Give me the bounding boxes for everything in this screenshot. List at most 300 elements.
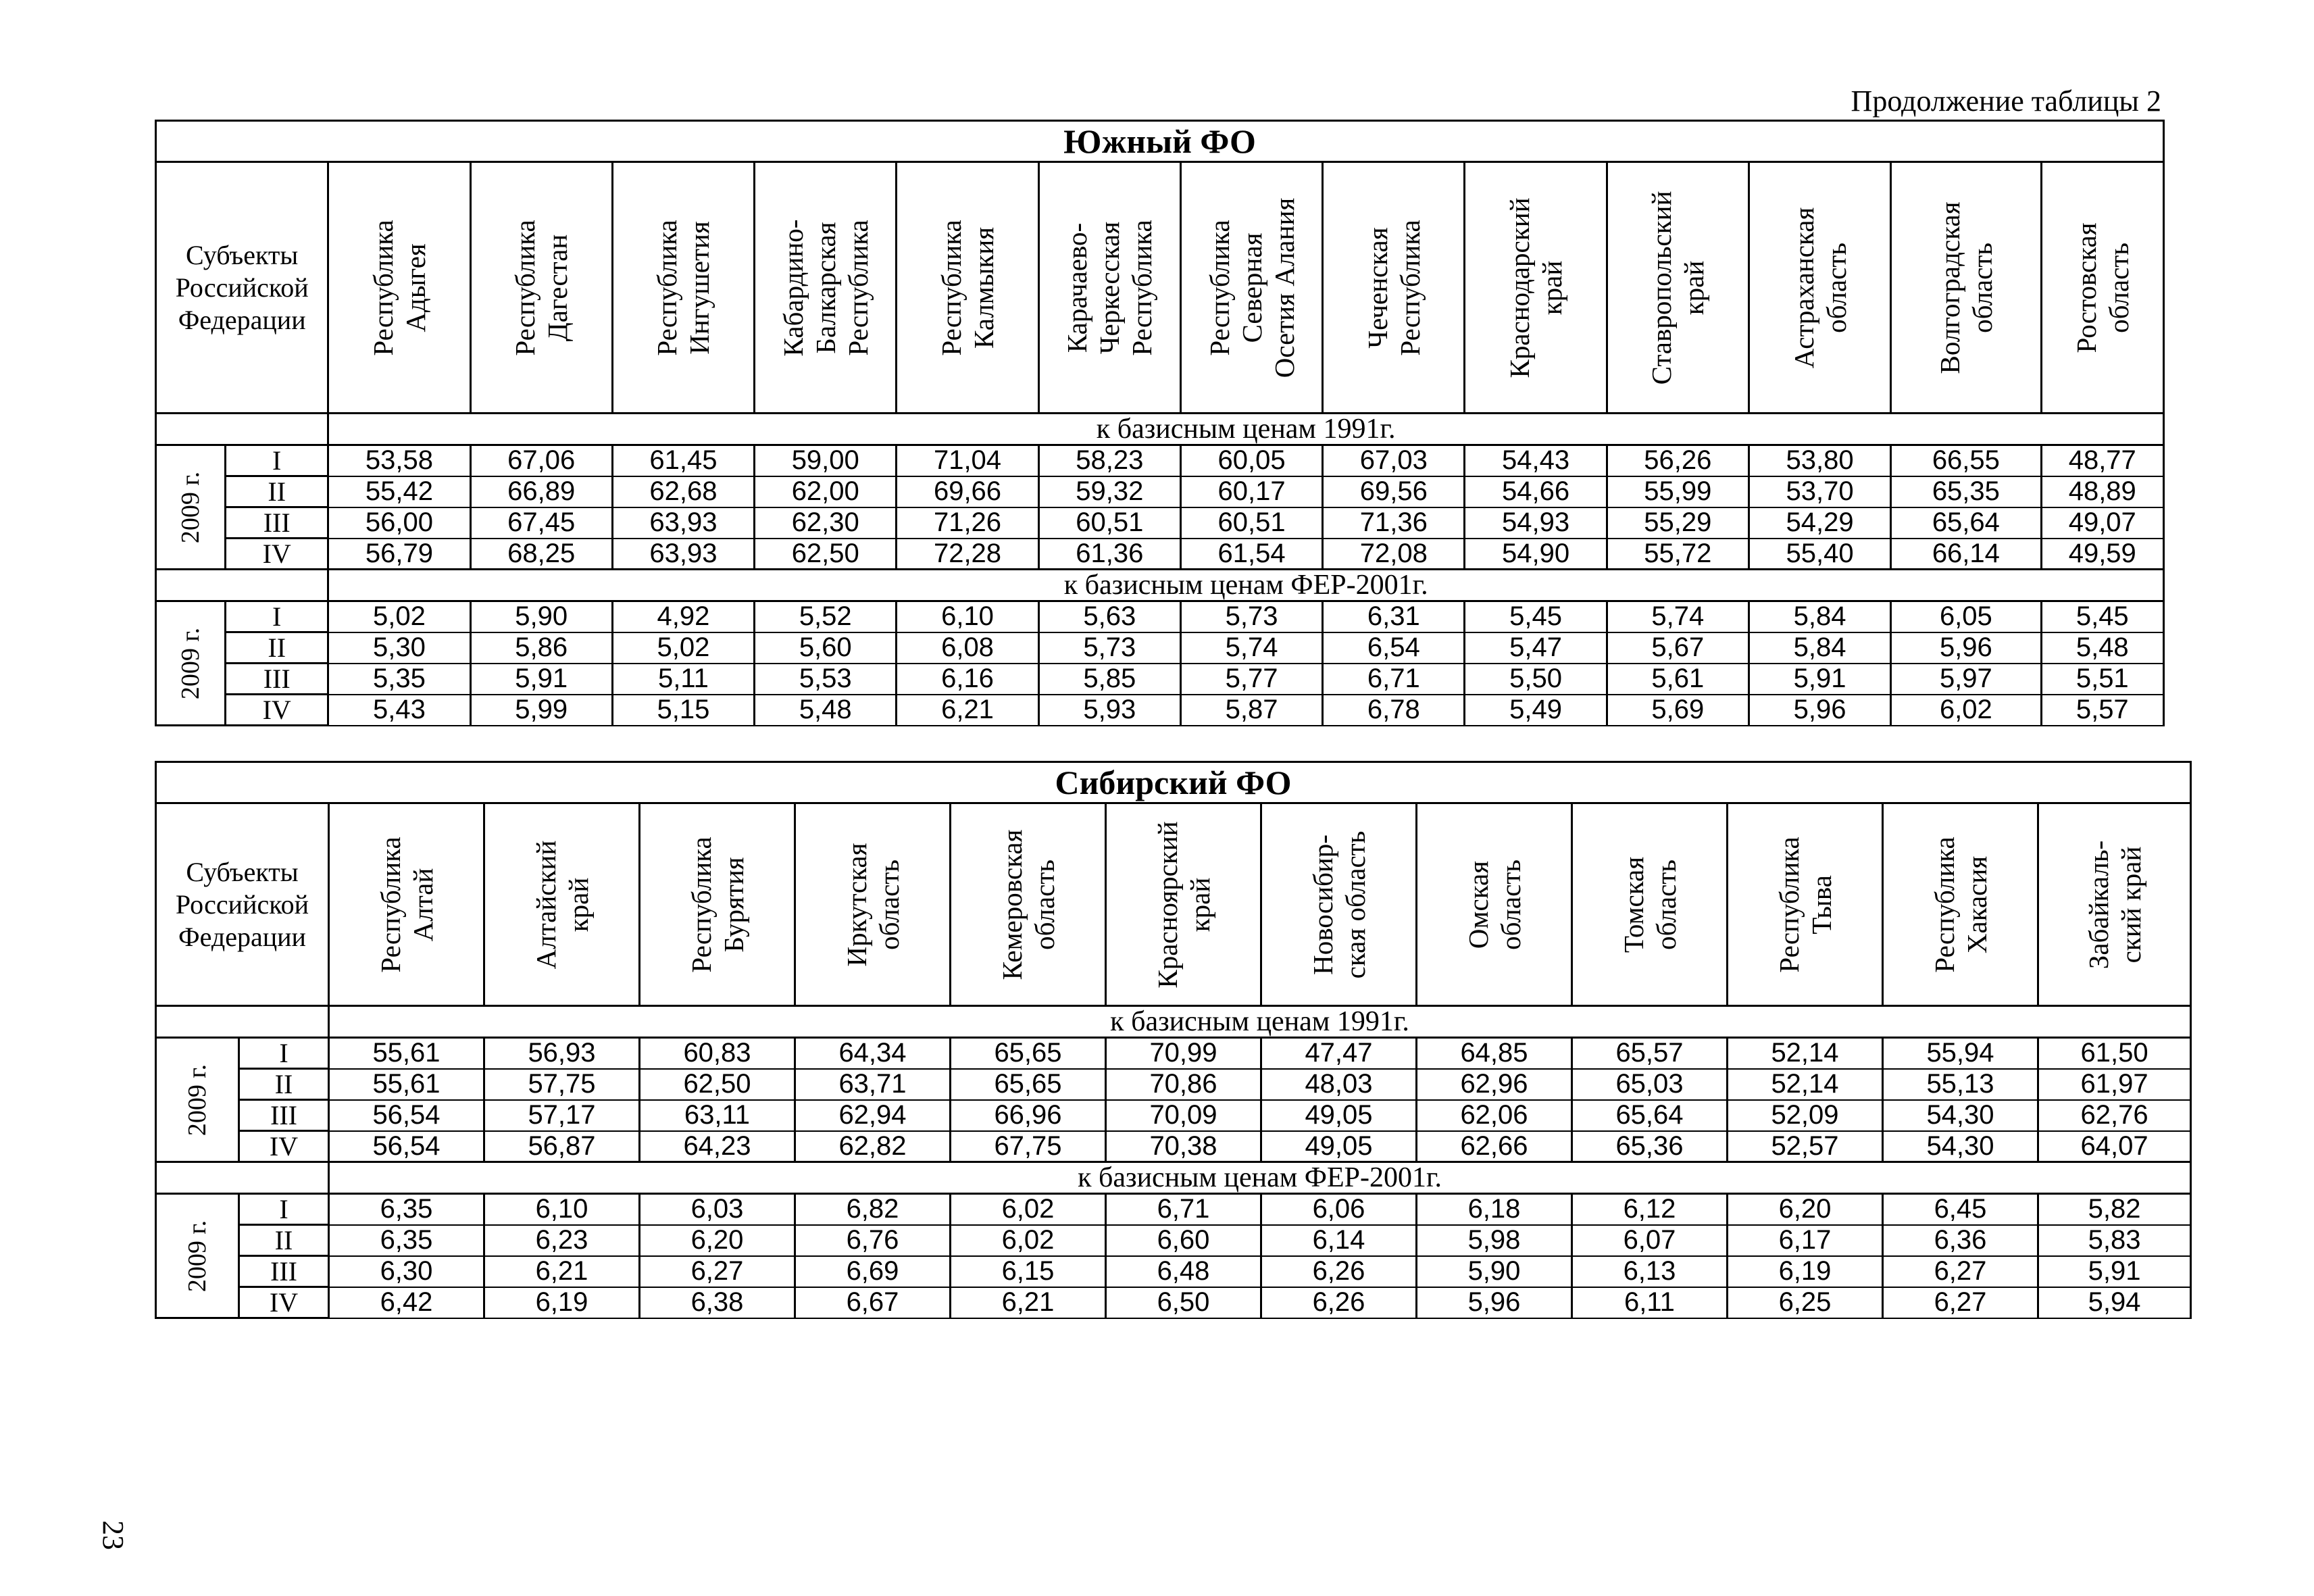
region-column-header	[795, 803, 951, 1006]
value-cell: 60,17	[1180, 476, 1322, 507]
value-cell: 5,99	[470, 695, 612, 726]
year-cell	[156, 1038, 239, 1162]
value-cell: 72,28	[897, 539, 1038, 570]
value-cell: 65,36	[1572, 1131, 1728, 1162]
value-cell: 67,03	[1323, 445, 1465, 476]
value-cell: 70,99	[1106, 1038, 1261, 1069]
value-cell: 63,93	[612, 539, 754, 570]
value-cell: 6,13	[1572, 1256, 1728, 1287]
quarter-label: III	[226, 507, 328, 539]
value-cell: 65,65	[951, 1069, 1106, 1100]
value-cell: 6,07	[1572, 1225, 1728, 1256]
value-cell: 5,91	[2038, 1256, 2191, 1287]
value-cell: 55,72	[1607, 539, 1749, 570]
value-cell: 6,23	[484, 1225, 640, 1256]
value-cell: 5,02	[612, 632, 754, 664]
region-name: Омская область	[1462, 859, 1526, 950]
value-cell: 66,55	[1891, 445, 2041, 476]
subjects-header-label: Субъекты Российской Федерации	[175, 239, 309, 335]
value-cell: 5,47	[1465, 632, 1607, 664]
table-row	[156, 1038, 2191, 1069]
region-column-header	[1180, 162, 1322, 414]
value-cell: 5,93	[1038, 695, 1180, 726]
value-cell: 59,32	[1038, 476, 1180, 507]
value-cell: 6,54	[1323, 632, 1465, 664]
value-cell: 62,06	[1417, 1100, 1572, 1131]
region-column-header	[1572, 803, 1728, 1006]
value-cell: 55,29	[1607, 507, 1749, 539]
value-cell: 61,36	[1038, 539, 1180, 570]
region-column-header	[951, 803, 1106, 1006]
value-cell: 5,83	[2038, 1225, 2191, 1256]
quarter-label: IV	[239, 1287, 329, 1318]
value-cell: 66,96	[951, 1100, 1106, 1131]
value-cell: 72,08	[1323, 539, 1465, 570]
value-cell: 6,17	[1728, 1225, 1883, 1256]
value-cell: 63,71	[795, 1069, 951, 1100]
value-cell: 65,57	[1572, 1038, 1728, 1069]
quarter-label: IV	[239, 1131, 329, 1162]
region-name: Республика Северная Осетия Алания	[1203, 197, 1300, 378]
region-name: Алтайский край	[530, 840, 594, 969]
value-cell: 62,30	[755, 507, 897, 539]
value-cell: 6,35	[329, 1194, 484, 1225]
value-cell: 48,89	[2041, 476, 2163, 507]
region-name: Кабардино- Балкарская Республика	[777, 219, 874, 356]
value-cell: 49,05	[1261, 1131, 1417, 1162]
region-title-row	[156, 121, 2164, 162]
value-cell: 6,27	[640, 1256, 795, 1287]
value-cell: 5,74	[1180, 632, 1322, 664]
value-cell: 5,51	[2041, 664, 2163, 695]
value-cell: 63,11	[640, 1100, 795, 1131]
region-name: Ставропольский край	[1646, 191, 1710, 384]
value-cell: 5,84	[1749, 632, 1890, 664]
value-cell: 6,15	[951, 1256, 1106, 1287]
value-cell: 61,45	[612, 445, 754, 476]
value-cell: 65,03	[1572, 1069, 1728, 1100]
value-cell: 49,07	[2041, 507, 2163, 539]
region-title: Сибирский ФО	[156, 762, 2191, 803]
value-cell: 54,30	[1883, 1100, 2038, 1131]
region-column-header	[612, 162, 754, 414]
region-column-header	[470, 162, 612, 414]
value-cell: 6,14	[1261, 1225, 1417, 1256]
value-cell: 6,10	[897, 601, 1038, 632]
value-cell: 6,42	[329, 1287, 484, 1318]
year-cell	[156, 1194, 239, 1318]
region-name: Республика Дагестан	[509, 219, 574, 356]
region-name: Астраханская область	[1788, 207, 1852, 368]
value-cell: 55,13	[1883, 1069, 2038, 1100]
column-header-row	[156, 162, 2164, 414]
value-cell: 5,96	[1417, 1287, 1572, 1318]
value-cell: 54,30	[1883, 1131, 2038, 1162]
value-cell: 70,38	[1106, 1131, 1261, 1162]
value-cell: 5,84	[1749, 601, 1890, 632]
value-cell: 5,02	[328, 601, 470, 632]
value-cell: 56,54	[329, 1100, 484, 1131]
value-cell: 6,06	[1261, 1194, 1417, 1225]
value-cell: 6,19	[484, 1287, 640, 1318]
quarter-label: I	[239, 1038, 329, 1069]
region-name: Ростовская область	[2070, 222, 2134, 353]
value-cell: 5,45	[1465, 601, 1607, 632]
price-basis-label: к базисным ценам 1991г.	[328, 414, 2164, 445]
region-column-header	[2038, 803, 2191, 1006]
value-cell: 62,68	[612, 476, 754, 507]
region-column-header	[2041, 162, 2163, 414]
value-cell: 69,66	[897, 476, 1038, 507]
table-row	[156, 1194, 2191, 1225]
value-cell: 6,60	[1106, 1225, 1261, 1256]
value-cell: 6,71	[1106, 1194, 1261, 1225]
value-cell: 5,74	[1607, 601, 1749, 632]
value-cell: 60,51	[1180, 507, 1322, 539]
region-title: Южный ФО	[156, 121, 2164, 162]
value-cell: 6,48	[1106, 1256, 1261, 1287]
table-row	[156, 1069, 2191, 1100]
value-cell: 54,93	[1465, 507, 1607, 539]
region-column-header	[755, 162, 897, 414]
value-cell: 58,23	[1038, 445, 1180, 476]
value-cell: 6,45	[1883, 1194, 2038, 1225]
region-name: Чеченская Республика	[1361, 219, 1426, 356]
year-cell	[156, 601, 226, 726]
region-column-header	[1323, 162, 1465, 414]
subjects-header-label: Субъекты Российской Федерации	[175, 856, 309, 952]
region-name: Республика Тыва	[1773, 836, 1837, 973]
quarter-label: IV	[226, 539, 328, 570]
siberian-fd-table	[155, 761, 2192, 1319]
region-name: Волгоградская область	[1934, 201, 1998, 374]
value-cell: 68,25	[470, 539, 612, 570]
value-cell: 70,09	[1106, 1100, 1261, 1131]
value-cell: 6,69	[795, 1256, 951, 1287]
value-cell: 5,73	[1180, 601, 1322, 632]
value-cell: 47,47	[1261, 1038, 1417, 1069]
value-cell: 6,76	[795, 1225, 951, 1256]
value-cell: 52,14	[1728, 1069, 1883, 1100]
table-row	[156, 1100, 2191, 1131]
value-cell: 65,64	[1572, 1100, 1728, 1131]
price-basis-row	[156, 1006, 2191, 1038]
value-cell: 49,05	[1261, 1100, 1417, 1131]
value-cell: 55,61	[329, 1069, 484, 1100]
value-cell: 62,00	[755, 476, 897, 507]
value-cell: 62,76	[2038, 1100, 2191, 1131]
region-name: Томская область	[1617, 856, 1682, 953]
value-cell: 70,86	[1106, 1069, 1261, 1100]
value-cell: 67,45	[470, 507, 612, 539]
page-number: 23	[97, 1520, 130, 1550]
value-cell: 6,25	[1728, 1287, 1883, 1318]
quarter-label: III	[239, 1256, 329, 1287]
value-cell: 5,96	[1891, 632, 2041, 664]
value-cell: 49,59	[2041, 539, 2163, 570]
value-cell: 5,52	[755, 601, 897, 632]
value-cell: 57,17	[484, 1100, 640, 1131]
table-row	[156, 476, 2164, 507]
subjects-header	[156, 162, 328, 414]
table-row	[156, 601, 2164, 632]
table-row	[156, 1225, 2191, 1256]
value-cell: 53,70	[1749, 476, 1890, 507]
table-row	[156, 695, 2164, 726]
value-cell: 5,63	[1038, 601, 1180, 632]
value-cell: 5,67	[1607, 632, 1749, 664]
value-cell: 5,85	[1038, 664, 1180, 695]
value-cell: 5,53	[755, 664, 897, 695]
value-cell: 61,50	[2038, 1038, 2191, 1069]
value-cell: 5,50	[1465, 664, 1607, 695]
price-basis-label: к базисным ценам ФЕР-2001г.	[329, 1162, 2191, 1194]
value-cell: 55,61	[329, 1038, 484, 1069]
value-cell: 67,06	[470, 445, 612, 476]
value-cell: 5,30	[328, 632, 470, 664]
value-cell: 62,50	[755, 539, 897, 570]
value-cell: 6,21	[484, 1256, 640, 1287]
value-cell: 65,65	[951, 1038, 1106, 1069]
region-column-header	[1417, 803, 1572, 1006]
region-name: Республика Бурятия	[685, 836, 749, 973]
value-cell: 6,26	[1261, 1256, 1417, 1287]
value-cell: 6,26	[1261, 1287, 1417, 1318]
value-cell: 62,66	[1417, 1131, 1572, 1162]
table-row	[156, 1256, 2191, 1287]
value-cell: 5,87	[1180, 695, 1322, 726]
value-cell: 6,18	[1417, 1194, 1572, 1225]
value-cell: 4,92	[612, 601, 754, 632]
region-name: Новосибир- ская область	[1307, 830, 1371, 978]
value-cell: 5,94	[2038, 1287, 2191, 1318]
value-cell: 48,03	[1261, 1069, 1417, 1100]
region-name: Забайкаль- ский край	[2082, 840, 2146, 969]
table-row	[156, 1131, 2191, 1162]
value-cell: 5,43	[328, 695, 470, 726]
table-row	[156, 632, 2164, 664]
value-cell: 62,94	[795, 1100, 951, 1131]
value-cell: 60,51	[1038, 507, 1180, 539]
value-cell: 5,73	[1038, 632, 1180, 664]
value-cell: 6,78	[1323, 695, 1465, 726]
value-cell: 64,07	[2038, 1131, 2191, 1162]
table-row	[156, 664, 2164, 695]
value-cell: 64,85	[1417, 1038, 1572, 1069]
value-cell: 5,77	[1180, 664, 1322, 695]
value-cell: 62,96	[1417, 1069, 1572, 1100]
quarter-label: I	[226, 445, 328, 476]
quarter-label: III	[226, 664, 328, 695]
value-cell: 6,21	[951, 1287, 1106, 1318]
value-cell: 6,20	[640, 1225, 795, 1256]
value-cell: 53,58	[328, 445, 470, 476]
region-column-header	[329, 803, 484, 1006]
region-name: Карачаево- Черкесская Республика	[1061, 219, 1158, 356]
blank-cell	[156, 1162, 329, 1194]
region-column-header	[897, 162, 1038, 414]
region-column-header	[1038, 162, 1180, 414]
value-cell: 6,05	[1891, 601, 2041, 632]
value-cell: 5,90	[470, 601, 612, 632]
value-cell: 5,11	[612, 664, 754, 695]
year-label: 2009 г.	[176, 627, 205, 699]
value-cell: 61,97	[2038, 1069, 2191, 1100]
blank-cell	[156, 1006, 329, 1038]
region-column-header	[1607, 162, 1749, 414]
value-cell: 6,03	[640, 1194, 795, 1225]
blank-cell	[156, 570, 328, 601]
table-row	[156, 507, 2164, 539]
value-cell: 53,80	[1749, 445, 1890, 476]
quarter-label: III	[239, 1100, 329, 1131]
table-row	[156, 1287, 2191, 1318]
value-cell: 6,27	[1883, 1256, 2038, 1287]
price-basis-row	[156, 570, 2164, 601]
value-cell: 66,89	[470, 476, 612, 507]
quarter-label: IV	[226, 695, 328, 726]
region-column-header	[1891, 162, 2041, 414]
value-cell: 6,27	[1883, 1287, 2038, 1318]
value-cell: 6,02	[951, 1225, 1106, 1256]
region-name: Республика Адыгея	[367, 219, 431, 356]
region-title-row	[156, 762, 2191, 803]
value-cell: 5,96	[1749, 695, 1890, 726]
value-cell: 55,94	[1883, 1038, 2038, 1069]
table-row	[156, 445, 2164, 476]
region-column-header	[1728, 803, 1883, 1006]
value-cell: 6,12	[1572, 1194, 1728, 1225]
quarter-label: I	[239, 1194, 329, 1225]
value-cell: 60,05	[1180, 445, 1322, 476]
value-cell: 6,50	[1106, 1287, 1261, 1318]
value-cell: 6,08	[897, 632, 1038, 664]
value-cell: 52,09	[1728, 1100, 1883, 1131]
value-cell: 5,49	[1465, 695, 1607, 726]
region-name: Иркутская область	[840, 843, 905, 966]
subjects-header	[156, 803, 329, 1006]
value-cell: 6,35	[329, 1225, 484, 1256]
region-column-header	[1749, 162, 1890, 414]
quarter-label: II	[226, 476, 328, 507]
region-name: Республика Хакасия	[1928, 836, 1992, 973]
value-cell: 71,26	[897, 507, 1038, 539]
value-cell: 6,16	[897, 664, 1038, 695]
value-cell: 71,36	[1323, 507, 1465, 539]
table-continuation-caption: Продолжение таблицы 2	[1851, 84, 2161, 118]
region-name: Республика Калмыкия	[936, 219, 999, 356]
value-cell: 5,15	[612, 695, 754, 726]
value-cell: 5,98	[1417, 1225, 1572, 1256]
value-cell: 63,93	[612, 507, 754, 539]
value-cell: 54,43	[1465, 445, 1607, 476]
value-cell: 55,42	[328, 476, 470, 507]
value-cell: 55,40	[1749, 539, 1890, 570]
table-row	[156, 539, 2164, 570]
value-cell: 56,87	[484, 1131, 640, 1162]
region-column-header	[484, 803, 640, 1006]
column-header-row	[156, 803, 2191, 1006]
value-cell: 5,97	[1891, 664, 2041, 695]
value-cell: 56,00	[328, 507, 470, 539]
value-cell: 5,91	[1749, 664, 1890, 695]
value-cell: 71,04	[897, 445, 1038, 476]
value-cell: 64,23	[640, 1131, 795, 1162]
region-column-header	[328, 162, 470, 414]
value-cell: 6,36	[1883, 1225, 2038, 1256]
value-cell: 6,21	[897, 695, 1038, 726]
value-cell: 61,54	[1180, 539, 1322, 570]
value-cell: 6,67	[795, 1287, 951, 1318]
value-cell: 5,91	[470, 664, 612, 695]
value-cell: 67,75	[951, 1131, 1106, 1162]
region-name: Краснодарский край	[1504, 197, 1568, 378]
year-label: 2009 г.	[176, 471, 205, 543]
value-cell: 5,86	[470, 632, 612, 664]
value-cell: 5,82	[2038, 1194, 2191, 1225]
value-cell: 56,93	[484, 1038, 640, 1069]
quarter-label: II	[239, 1069, 329, 1100]
region-name: Кемеровская область	[996, 829, 1060, 980]
value-cell: 62,50	[640, 1069, 795, 1100]
value-cell: 6,71	[1323, 664, 1465, 695]
value-cell: 62,82	[795, 1131, 951, 1162]
value-cell: 5,69	[1607, 695, 1749, 726]
value-cell: 52,14	[1728, 1038, 1883, 1069]
year-label: 2009 г.	[183, 1064, 211, 1136]
quarter-label: I	[226, 601, 328, 632]
region-name: Республика Ингушетия	[651, 219, 715, 356]
value-cell: 6,82	[795, 1194, 951, 1225]
blank-cell	[156, 414, 328, 445]
value-cell: 48,77	[2041, 445, 2163, 476]
value-cell: 5,90	[1417, 1256, 1572, 1287]
value-cell: 6,02	[951, 1194, 1106, 1225]
value-cell: 6,10	[484, 1194, 640, 1225]
value-cell: 54,90	[1465, 539, 1607, 570]
price-basis-label: к базисным ценам ФЕР-2001г.	[328, 570, 2164, 601]
price-basis-row	[156, 414, 2164, 445]
value-cell: 65,64	[1891, 507, 2041, 539]
value-cell: 6,11	[1572, 1287, 1728, 1318]
region-name: Красноярский край	[1151, 820, 1215, 989]
region-column-header	[1883, 803, 2038, 1006]
price-basis-row	[156, 1162, 2191, 1194]
value-cell: 64,34	[795, 1038, 951, 1069]
region-name: Республика Алтай	[374, 836, 438, 973]
value-cell: 69,56	[1323, 476, 1465, 507]
value-cell: 56,26	[1607, 445, 1749, 476]
southern-fd-table	[155, 120, 2165, 726]
value-cell: 52,57	[1728, 1131, 1883, 1162]
quarter-label: II	[226, 632, 328, 664]
quarter-label: II	[239, 1225, 329, 1256]
value-cell: 54,29	[1749, 507, 1890, 539]
region-column-header	[1465, 162, 1607, 414]
value-cell: 5,57	[2041, 695, 2163, 726]
region-column-header	[1106, 803, 1261, 1006]
value-cell: 5,48	[2041, 632, 2163, 664]
price-basis-label: к базисным ценам 1991г.	[329, 1006, 2191, 1038]
value-cell: 55,99	[1607, 476, 1749, 507]
value-cell: 54,66	[1465, 476, 1607, 507]
year-label: 2009 г.	[183, 1220, 211, 1292]
value-cell: 6,30	[329, 1256, 484, 1287]
value-cell: 5,48	[755, 695, 897, 726]
region-column-header	[640, 803, 795, 1006]
value-cell: 5,35	[328, 664, 470, 695]
value-cell: 59,00	[755, 445, 897, 476]
